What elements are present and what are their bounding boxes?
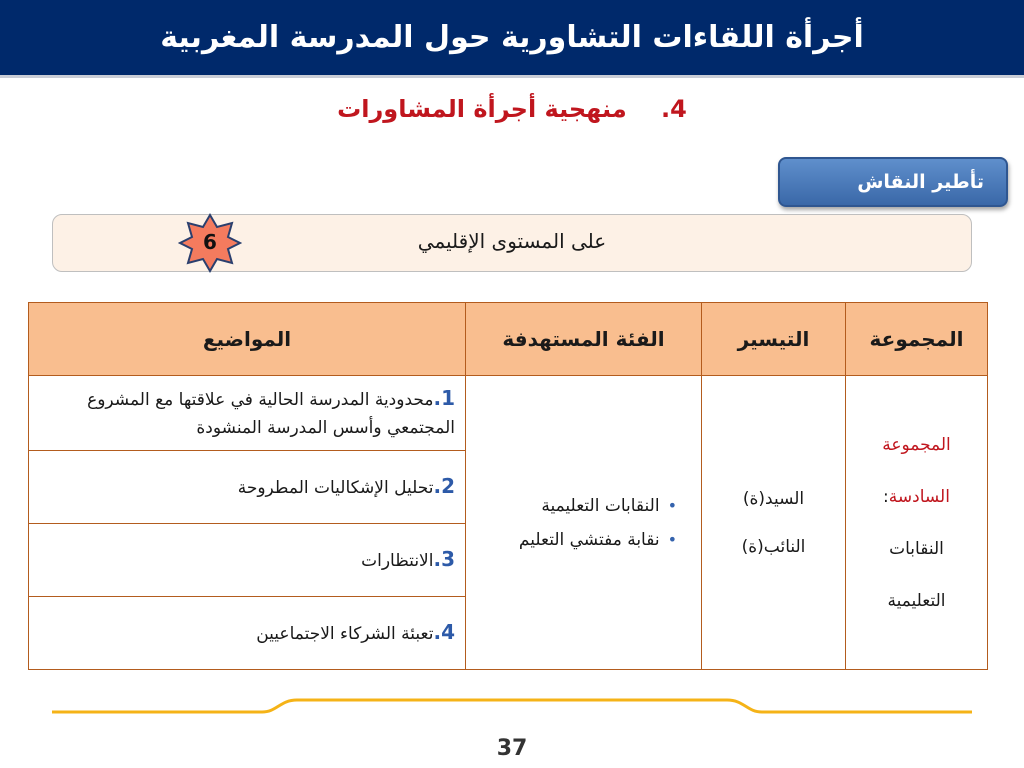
section-number: 4.	[661, 95, 687, 123]
group-label: المجموعة	[882, 434, 951, 455]
topic-number: 4.	[433, 620, 455, 644]
target-cell	[466, 376, 702, 670]
target-list	[490, 496, 677, 550]
header-facilitation: التيسير	[702, 303, 846, 376]
facilitator-line1: السيد(ة)	[742, 488, 805, 509]
tab-framing-discussion[interactable]	[778, 157, 1008, 207]
topic-text: تعبئة الشركاء الاجتماعيين	[256, 624, 434, 644]
page-number: 37	[496, 736, 528, 761]
bullet-icon: •	[667, 529, 677, 549]
header-target: الفئة المستهدفة	[466, 303, 702, 376]
topic-text: تحليل الإشكاليات المطروحة	[237, 478, 434, 498]
slide-title: أجرأة اللقاءات التشاورية حول المدرسة المغربية	[160, 20, 864, 55]
target-item	[490, 530, 677, 550]
footer-decorative-line	[52, 694, 972, 720]
topic-number: 1.	[433, 386, 455, 410]
section-title: منهجية أجرأة المشاورات	[337, 95, 627, 123]
topic-cell	[29, 376, 466, 451]
section-heading	[0, 95, 1024, 123]
table-header-row	[29, 303, 988, 376]
bullet-icon: •	[667, 495, 677, 515]
facilitator-line2: النائب(ة)	[741, 536, 806, 557]
badge-number: 6	[203, 230, 217, 254]
topic-number: 3.	[433, 547, 455, 571]
topic-text: محدودية المدرسة الحالية في علاقتها مع المشروع المجتمعي وأسس المدرسة المنشودة	[87, 390, 455, 438]
target-item-text: نقابة مفتشي التعليم	[518, 529, 660, 550]
header-topics: المواضيع	[29, 303, 466, 376]
group-colon: :	[883, 486, 889, 507]
topic-number: 2.	[433, 474, 455, 498]
level-text: على المستوى الإقليمي	[417, 229, 607, 253]
header-group: المجموعة	[846, 303, 988, 376]
target-item-text: النقابات التعليمية	[541, 495, 660, 516]
topic-cell	[29, 524, 466, 597]
group-ordinal-line	[854, 471, 979, 523]
title-bar	[0, 0, 1024, 78]
group-ordinal: السادسة	[888, 486, 950, 507]
tab-label: تأطير النقاش	[857, 171, 984, 193]
topic-cell	[29, 451, 466, 524]
groups-table	[28, 302, 988, 670]
table-row	[29, 376, 988, 451]
topic-cell	[29, 597, 466, 670]
group-name-line2: التعليمية	[887, 590, 946, 611]
group-name-line1: النقابات	[889, 538, 944, 559]
group-cell	[846, 376, 988, 670]
target-item	[490, 496, 677, 516]
facilitation-cell	[702, 376, 846, 670]
topic-text: الانتظارات	[361, 551, 434, 571]
number-badge	[178, 213, 242, 273]
